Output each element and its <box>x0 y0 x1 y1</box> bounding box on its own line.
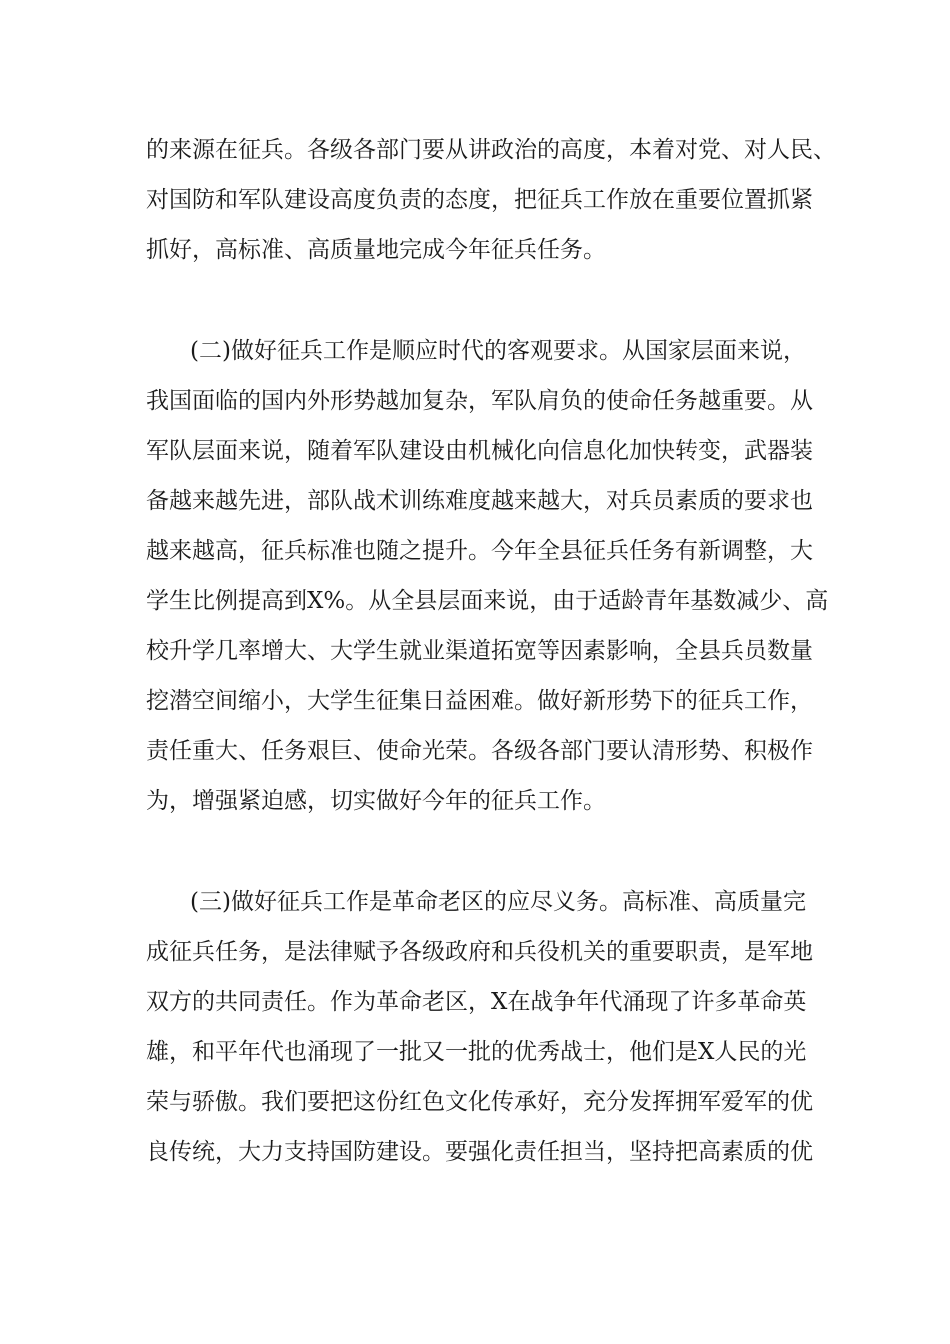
paragraph-3-line-5: 荣与骄傲。我们要把这份红色文化传承好，充分发挥拥军爱军的优 <box>146 1089 813 1115</box>
paragraph-3-line-3: 双方的共同责任。作为革命老区，X在战争年代涌现了许多革命英 <box>146 989 807 1015</box>
paragraph-2-line-8: 挖潜空间缩小，大学生征集日益困难。做好新形势下的征兵工作， <box>146 688 813 714</box>
paragraph-2-line-5: 越来越高，征兵标准也随之提升。今年全县征兵任务有新调整，大 <box>146 538 813 564</box>
paragraph-1-line-3: 抓好，高标准、高质量地完成今年征兵任务。 <box>146 237 606 263</box>
paragraph-1-line-2: 对国防和军队建设高度负责的态度，把征兵工作放在重要位置抓紧 <box>146 187 813 213</box>
paragraph-3-line-6: 良传统，大力支持国防建设。要强化责任担当，坚持把高素质的优 <box>146 1139 813 1165</box>
paragraph-2-line-4: 备越来越先进，部队战术训练难度越来越大，对兵员素质的要求也 <box>146 488 813 514</box>
paragraph-2-line-3: 军队层面来说，随着军队建设由机械化向信息化加快转变，武器装 <box>146 438 813 464</box>
paragraph-2-line-6: 学生比例提高到X%。从全县层面来说，由于适龄青年基数减少、高 <box>146 588 829 614</box>
paragraph-3-line-2: 成征兵任务，是法律赋予各级政府和兵役机关的重要职责，是军地 <box>146 939 813 965</box>
paragraph-1-line-1: 的来源在征兵。各级各部门要从讲政治的高度，本着对党、对人民、 <box>146 137 836 163</box>
paragraph-3-line-4: 雄，和平年代也涌现了一批又一批的优秀战士，他们是X人民的光 <box>146 1039 807 1065</box>
paragraph-2-line-9: 责任重大、任务艰巨、使命光荣。各级各部门要认清形势、积极作 <box>146 738 813 764</box>
paragraph-3-line-1: (三)做好征兵工作是革命老区的应尽义务。高标准、高质量完 <box>190 889 806 915</box>
paragraph-2-line-10: 为，增强紧迫感，切实做好今年的征兵工作。 <box>146 788 606 814</box>
paragraph-2-line-7: 校升学几率增大、大学生就业渠道拓宽等因素影响，全县兵员数量 <box>146 638 813 664</box>
paragraph-2-line-2: 我国面临的国内外形势越加复杂，军队肩负的使命任务越重要。从 <box>146 388 813 414</box>
paragraph-2-line-1: (二)做好征兵工作是顺应时代的客观要求。从国家层面来说， <box>190 338 806 364</box>
